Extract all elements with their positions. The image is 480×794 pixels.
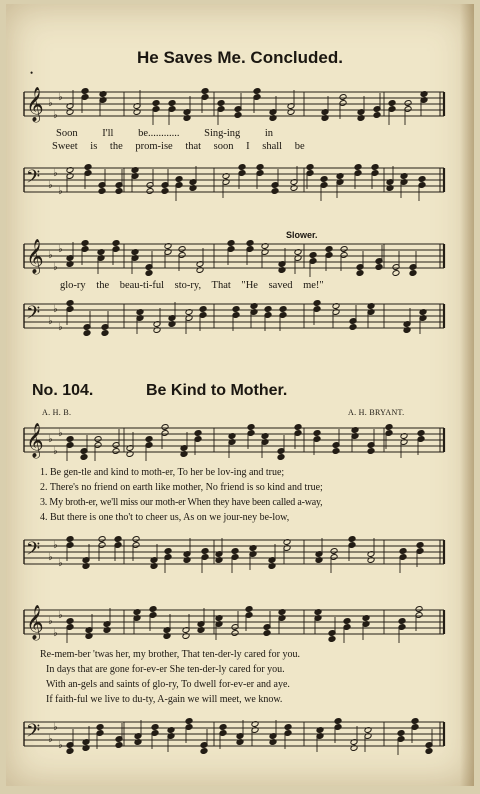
note-head [375, 264, 383, 271]
song2-verse3-line2: With an-gels and saints of glo-ry, To dwell for-ev-er and aye. [46, 679, 290, 690]
note-head [232, 306, 240, 313]
note-head [81, 240, 89, 247]
note-head [149, 606, 157, 613]
flat-icon: ♭ [53, 262, 58, 273]
bass-clef-icon: 𝄢 [26, 721, 41, 746]
note-head [66, 536, 74, 543]
note-head [306, 164, 314, 171]
song2-verse1-line2: Re-mem-ber 'twas her, my brother, That ten-der-ly cared for you. [40, 649, 300, 660]
note-head [199, 306, 207, 313]
note-head [425, 748, 433, 755]
tempo-marking: Slower. [286, 230, 318, 240]
flat-icon: ♭ [53, 628, 58, 639]
note-head [194, 430, 202, 437]
note-head [332, 448, 340, 455]
note-head [98, 188, 106, 195]
note-head [94, 436, 102, 443]
note-head [114, 536, 122, 543]
note-head [271, 188, 279, 195]
note-head [234, 112, 242, 119]
song2-verse4-line2: If faith-ful we live to du-ty, A-gain we will meet, we know. [46, 694, 283, 705]
page-spine-shadow [460, 4, 474, 786]
note-head [416, 542, 424, 549]
song2-lyricist: A. H. B. [42, 408, 72, 417]
treble-clef-icon: 𝄞 [26, 605, 44, 640]
note-head [348, 536, 356, 543]
flat-icon: ♭ [48, 316, 53, 327]
note-head [409, 270, 417, 277]
flat-icon: ♭ [48, 734, 53, 745]
flat-icon: ♭ [53, 304, 58, 315]
note-head [371, 164, 379, 171]
note-head [115, 742, 123, 749]
note-head [245, 606, 253, 613]
note-head [146, 188, 154, 195]
note-head [132, 536, 140, 543]
treble-clef-icon: 𝄞 [26, 87, 44, 122]
note-head [418, 176, 426, 183]
note-head [66, 618, 74, 625]
note-head [263, 630, 271, 637]
song1-lyrics-line1: Soon I'll be............ Sing-ing in [56, 128, 274, 139]
song2-verse4-line1: 4. But there is one tho't to cheer us, As on we jour-ney be-low, [40, 512, 290, 523]
song2-bass-staff-2 [24, 716, 444, 756]
note-head [328, 636, 336, 643]
note-head [66, 436, 74, 443]
note-head [349, 324, 357, 331]
note-head [343, 618, 351, 625]
flat-icon: ♭ [58, 610, 63, 621]
flat-icon: ♭ [48, 250, 53, 261]
note-head [411, 718, 419, 725]
note-head [279, 306, 287, 313]
note-head [415, 606, 423, 613]
note-head [334, 718, 342, 725]
song1-treble-staff-2 [24, 238, 444, 278]
song2-treble-staff-2 [24, 604, 444, 644]
flat-icon: ♭ [48, 552, 53, 563]
note-head [219, 724, 227, 731]
song2-verse1-line1: 1. Be gen-tle and kind to moth-er, To her be lov-ing and true; [40, 467, 285, 478]
note-head [66, 300, 74, 307]
flat-icon: ♭ [48, 180, 53, 191]
note-head [80, 454, 88, 461]
note-head [175, 176, 183, 183]
note-head [294, 424, 302, 431]
hymnal-page [6, 4, 474, 786]
note-head [145, 270, 153, 277]
bass-clef-icon: 𝄢 [26, 303, 41, 328]
note-head [96, 724, 104, 731]
song2-number: No. 104. [32, 382, 94, 399]
page-mark: • [30, 68, 34, 78]
note-head [168, 100, 176, 107]
song2-bass-staff-1 [24, 534, 444, 574]
song2-verse2-line2: In days that are gone for-ev-er She ten-der-ly cared for you. [46, 664, 285, 675]
note-head [115, 188, 123, 195]
note-head [330, 548, 338, 555]
flat-icon: ♭ [58, 558, 63, 569]
song2-verse2-line1: 2. There's no friend on earth like mother, No friend is so kind and true; [40, 482, 323, 493]
note-head [185, 718, 193, 725]
flat-icon: ♭ [58, 244, 63, 255]
note-head [201, 548, 209, 555]
treble-clef-icon: 𝄞 [26, 239, 44, 274]
bass-clef-icon: 𝄢 [26, 539, 41, 564]
note-head [339, 94, 347, 101]
flat-icon: ♭ [58, 186, 63, 197]
song1-bass-staff-1 [24, 162, 444, 202]
note-head [178, 246, 186, 253]
note-head [399, 548, 407, 555]
note-head [227, 240, 235, 247]
song2-treble-staff-1 [24, 422, 444, 462]
note-head [217, 100, 225, 107]
note-head [253, 88, 261, 95]
note-head [264, 306, 272, 313]
note-head [81, 88, 89, 95]
note-head [145, 436, 153, 443]
note-head [84, 164, 92, 171]
flat-icon: ♭ [48, 98, 53, 109]
note-head [98, 536, 106, 543]
note-head [101, 330, 109, 337]
bass-clef-icon: 𝄢 [26, 167, 41, 192]
note-head [246, 240, 254, 247]
note-head [404, 100, 412, 107]
note-head [161, 424, 169, 431]
note-head [398, 618, 406, 625]
note-head [112, 448, 120, 455]
treble-clef-icon: 𝄞 [26, 423, 44, 458]
flat-icon: ♭ [53, 110, 58, 121]
flat-icon: ♭ [53, 540, 58, 551]
note-head [164, 548, 172, 555]
note-head [112, 240, 120, 247]
note-head [388, 100, 396, 107]
note-head [151, 724, 159, 731]
flat-icon: ♭ [53, 446, 58, 457]
song1-lyrics-line3: glo-ry the beau-ti-ful sto-ry, That "He saved me!" [60, 280, 324, 291]
note-head [231, 548, 239, 555]
note-head [309, 252, 317, 259]
song2-composer: A. H. BRYANT. [348, 408, 405, 417]
note-head [201, 88, 209, 95]
note-head [373, 112, 381, 119]
note-head [367, 448, 375, 455]
note-head [320, 176, 328, 183]
note-head [385, 424, 393, 431]
note-head [354, 164, 362, 171]
note-head [325, 246, 333, 253]
note-head [284, 724, 292, 731]
note-head [397, 730, 405, 737]
note-head [356, 270, 364, 277]
note-head [247, 424, 255, 431]
flat-icon: ♭ [48, 434, 53, 445]
song1-bass-staff-2 [24, 298, 444, 338]
note-head [238, 164, 246, 171]
note-head [161, 188, 169, 195]
flat-icon: ♭ [48, 616, 53, 627]
note-head [392, 270, 400, 277]
note-head [83, 330, 91, 337]
flat-icon: ♭ [58, 740, 63, 751]
song1-title: He Saves Me. Concluded. [137, 48, 343, 67]
note-head [313, 430, 321, 437]
song1-lyrics-line2: Sweet is the prom-ise that soon I shall be [52, 141, 305, 152]
note-head [417, 430, 425, 437]
song2-verse3-line1: 3. My broth-er, we'll miss our moth-er When they have been called a-way, [40, 497, 323, 508]
note-head [200, 748, 208, 755]
song2-title: Be Kind to Mother. [146, 382, 288, 399]
note-head [313, 300, 321, 307]
flat-icon: ♭ [58, 92, 63, 103]
note-head [340, 246, 348, 253]
flat-icon: ♭ [53, 168, 58, 179]
song1-treble-staff-1 [24, 86, 444, 126]
flat-icon: ♭ [53, 722, 58, 733]
flat-icon: ♭ [58, 322, 63, 333]
note-head [231, 630, 239, 637]
note-head [277, 454, 285, 461]
note-head [256, 164, 264, 171]
note-head [66, 748, 74, 755]
note-head [152, 100, 160, 107]
flat-icon: ♭ [58, 428, 63, 439]
